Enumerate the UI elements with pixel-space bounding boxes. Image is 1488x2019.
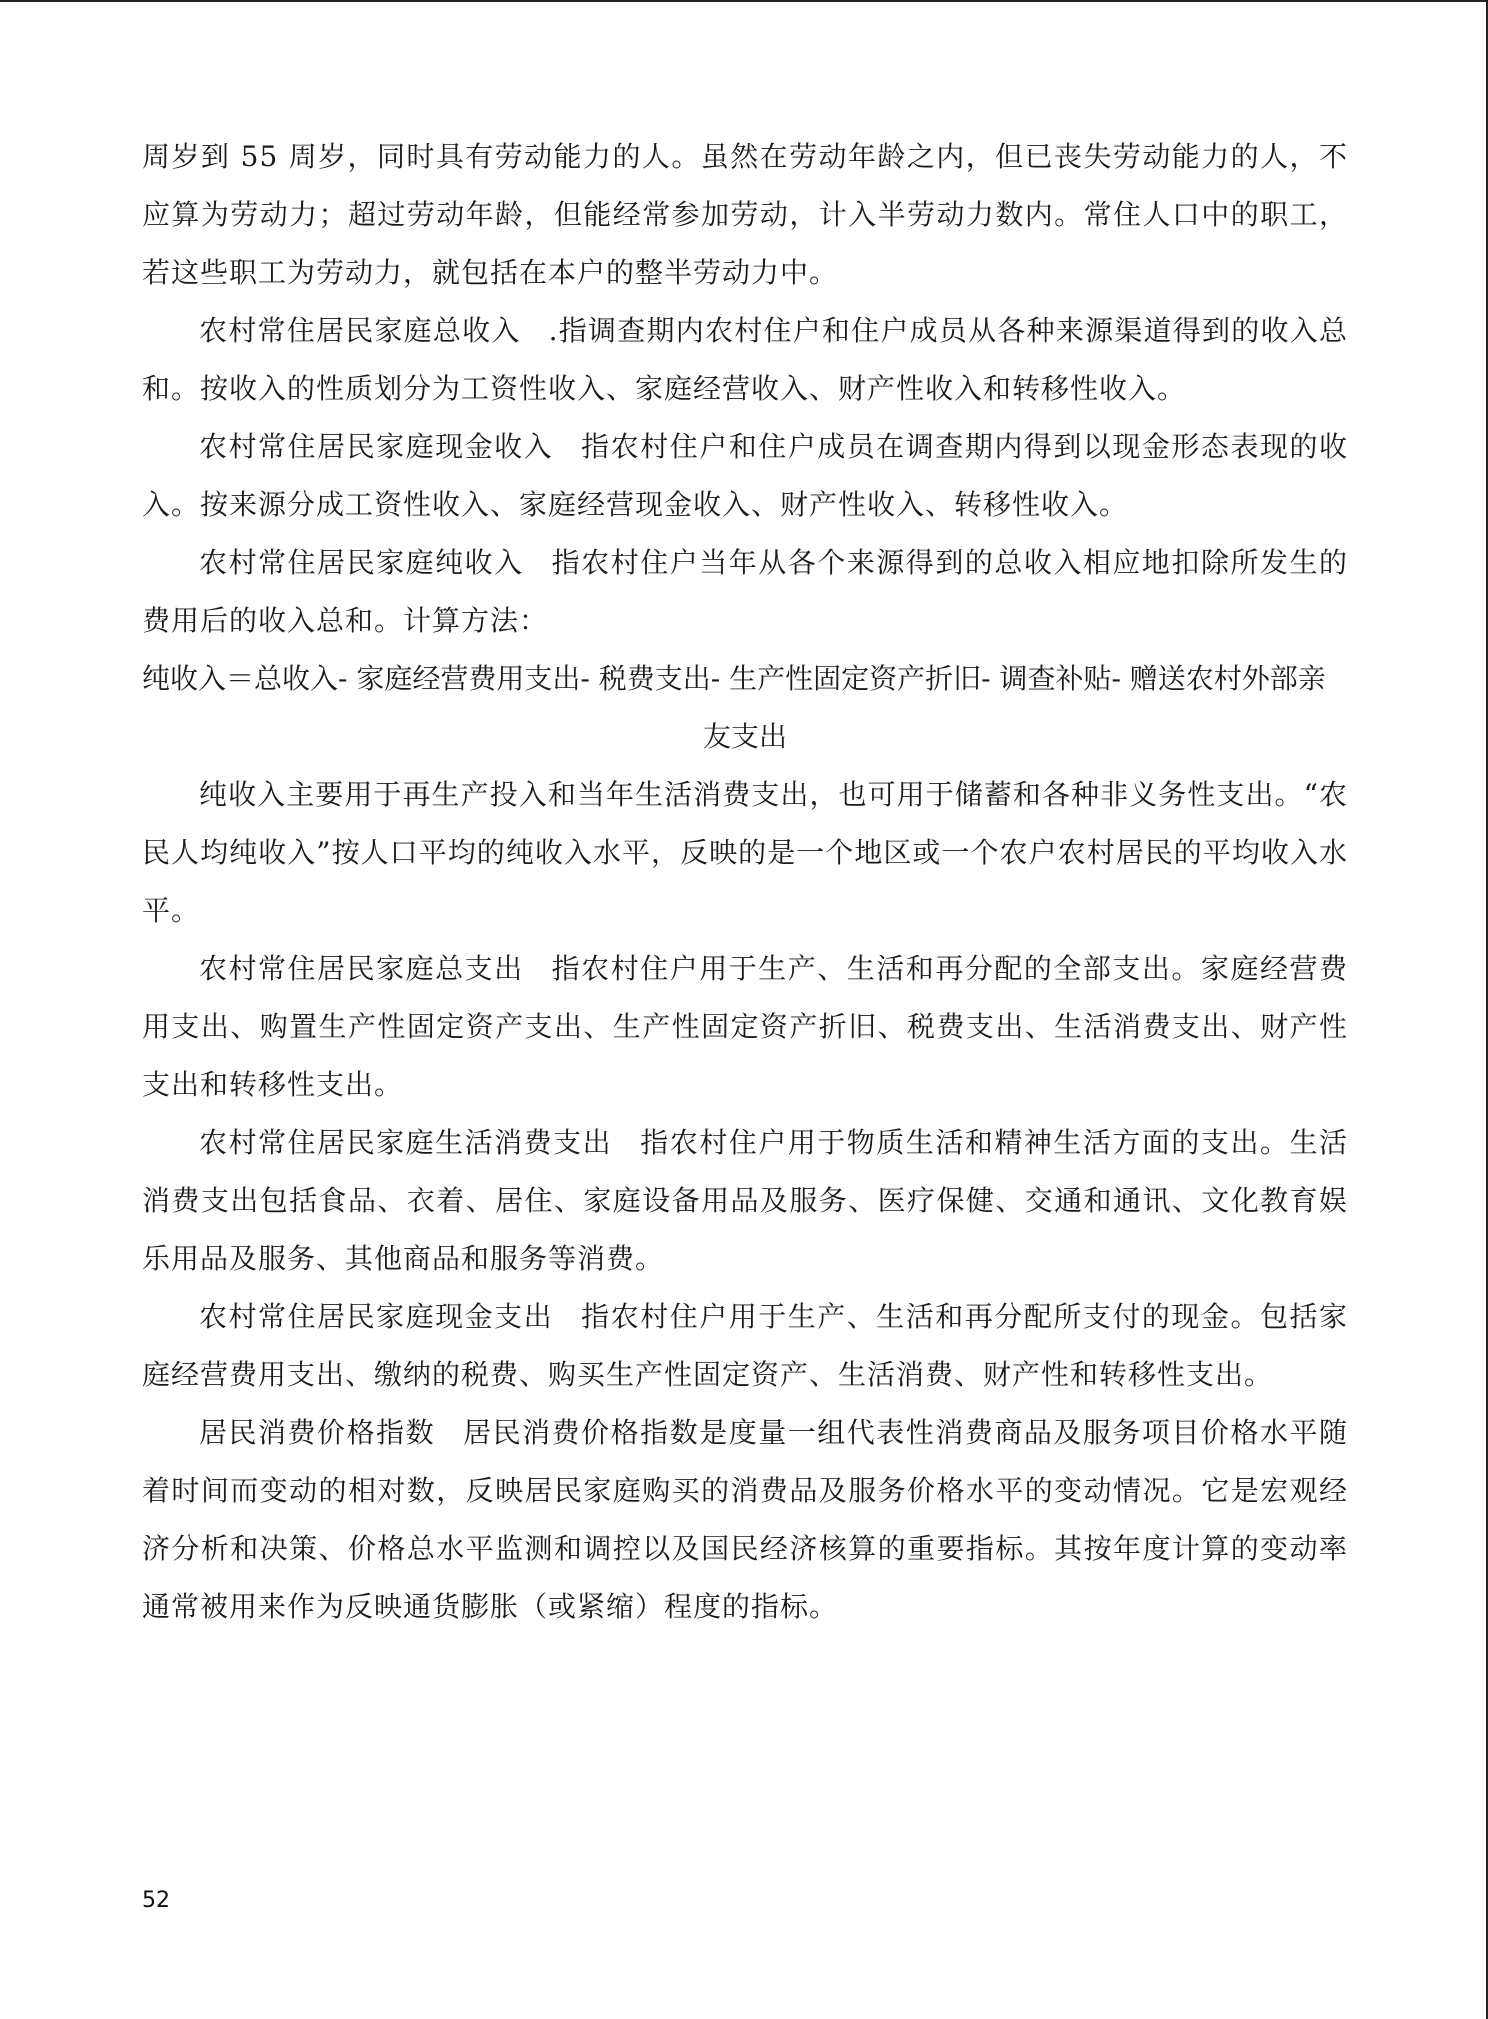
term-total-expenditure: 农村常住居民家庭总支出 xyxy=(199,952,524,985)
definition-cpi: 居民消费价格指数是度量一组代表性消费商品及服务项目价格水平随着时间而变动的相对数，反映居民家庭购买的消费品及服务价格水平的变动情况。它是宏观经济分析和决策、价格总水平监测和调控以及国民经济核算的重要指标。其按年度计算的变动率通常被用来作为反映通货膨胀（或紧缩）程度的指标。 xyxy=(142,1416,1348,1623)
definition-total-income: .指调查期内农村住户和住户成员从各种来源渠道得到的收入总和。按收入的性质划分为工资性收入、家庭经营收入、财产性收入和转移性收入。 xyxy=(142,314,1348,405)
page-border-top xyxy=(0,0,1488,2)
document-body xyxy=(142,128,1348,1636)
paragraph-cpi xyxy=(142,1404,1348,1636)
paragraph-net-income-usage: 纯收入主要用于再生产投入和当年生活消费支出，也可用于储蓄和各种非义务性支出。“农民人均纯收入”按人口平均的纯收入水平，反映的是一个地区或一个农户农村居民的平均收入水平。 xyxy=(142,778,1348,927)
paragraph-labor-force: 周岁到 55 周岁，同时具有劳动能力的人。虽然在劳动年龄之内，但已丧失劳动能力的人，不应算为劳动力；超过劳动年龄，但能经常参加劳动，计入半劳动力数内。常住人口中的职工，若这些职工为劳动力，就包括在本户的整半劳动力中。 xyxy=(142,140,1348,289)
definition-consumption-expenditure: 指农村住户用于物质生活和精神生活方面的支出。生活消费支出包括食品、衣着、居住、家庭设备用品及服务、医疗保健、交通和通讯、文化教育娱乐用品及服务、其他商品和服务等消费。 xyxy=(142,1126,1348,1275)
term-cash-expenditure: 农村常住居民家庭现金支出 xyxy=(199,1300,554,1333)
paragraph-cash-income xyxy=(142,418,1348,534)
page-number: 52 xyxy=(142,1888,170,1913)
paragraph-total-income xyxy=(142,302,1348,418)
paragraph-net-income xyxy=(142,534,1348,650)
term-net-income: 农村常住居民家庭纯收入 xyxy=(199,546,524,579)
term-total-income: 农村常住居民家庭总收入 xyxy=(199,314,521,347)
paragraph-consumption-expenditure xyxy=(142,1114,1348,1288)
term-consumption-expenditure: 农村常住居民家庭生活消费支出 xyxy=(199,1126,613,1159)
definition-cash-income: 指农村住户和住户成员在调查期内得到以现金形态表现的收入。按来源分成工资性收入、家庭经营现金收入、财产性收入、转移性收入。 xyxy=(142,430,1348,521)
definition-net-income: 指农村住户当年从各个来源得到的总收入相应地扣除所发生的费用后的收入总和。计算方法： xyxy=(142,546,1348,637)
definition-total-expenditure: 指农村住户用于生产、生活和再分配的全部支出。家庭经营费用支出、购置生产性固定资产支出、生产性固定资产折旧、税费支出、生活消费支出、财产性支出和转移性支出。 xyxy=(142,952,1348,1101)
term-cpi: 居民消费价格指数 xyxy=(199,1416,436,1449)
definition-cash-expenditure: 指农村住户用于生产、生活和再分配所支付的现金。包括家庭经营费用支出、缴纳的税费、购买生产性固定资产、生活消费、财产性和转移性支出。 xyxy=(142,1300,1348,1391)
paragraph-cash-expenditure xyxy=(142,1288,1348,1404)
net-income-formula: 纯收入＝总收入- 家庭经营费用支出- 税费支出- 生产性固定资产折旧- 调查补贴- 赠送农村外部亲 xyxy=(142,662,1326,695)
net-income-formula-tail: 友支出 xyxy=(702,720,787,753)
term-cash-income: 农村常住居民家庭现金收入 xyxy=(199,430,554,463)
paragraph-total-expenditure xyxy=(142,940,1348,1114)
